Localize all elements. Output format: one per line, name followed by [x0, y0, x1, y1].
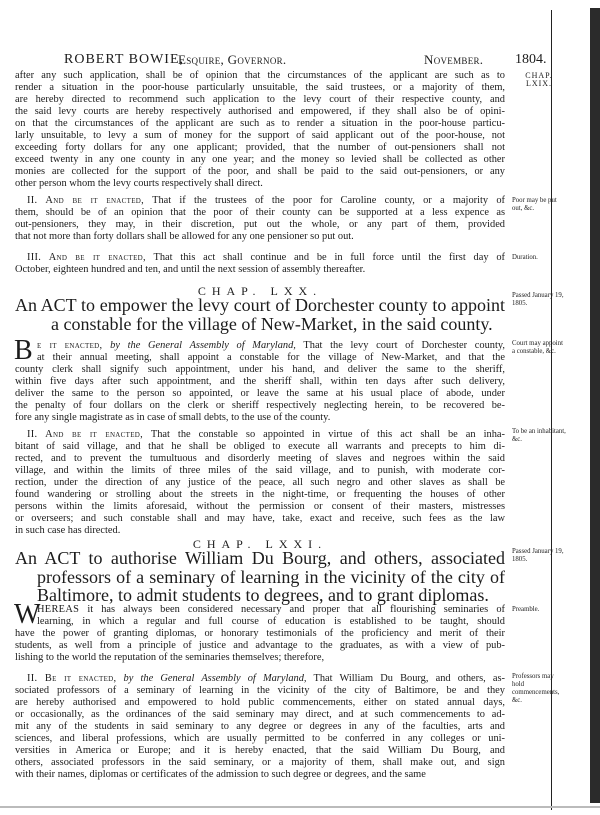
- chap70-heading: CHAP. LXX.: [197, 284, 323, 298]
- text-line: on that the circumstances of the applicant are such as to render a situation in the poor-house particu-: [15, 118, 505, 129]
- running-head-month: November.: [424, 52, 484, 67]
- enacting-clause: II. Be it enacted,: [27, 673, 117, 684]
- chap70-title: [15, 296, 505, 333]
- text-line: that not more than forty dollars shall be allowed for any one pensioner so put out.: [15, 231, 354, 242]
- text-line: have the power of granting diplomas, or honorary testimonials of the proficiency and merit of their: [15, 628, 505, 639]
- text-line: students, as well from a principle of justice and advantage to the graduates, as with a view of pub-: [15, 640, 505, 651]
- italic-phrase: by the General Assembly of Maryland,: [102, 340, 296, 351]
- text-run: That the constable so appointed in virtue of this act shall be an inha-: [143, 429, 505, 440]
- text-line: the penalty of four dollars on the clerk or sheriff respectively neglecting herein, to be recovered be-: [15, 400, 505, 411]
- text-line: other person whom the levy courts respectively shall direct.: [15, 178, 263, 189]
- running-head-year: 1804.: [515, 52, 547, 67]
- italic-phrase: by the General Assembly of Maryland,: [116, 673, 307, 684]
- text-line: [15, 673, 505, 685]
- text-line: bitant of said village, and that he shall be obliged to execute all warrants and precepts to him di-: [15, 441, 505, 452]
- text-run: That William Du Bourg, and others, as-: [306, 673, 505, 684]
- margin-note-inhabitant: To be an inhabitant, &c.: [512, 428, 566, 443]
- text-line: October, eighteen hundred and ten, and until the next session of assembly thereafter.: [15, 264, 366, 275]
- scan-dark-edge: [590, 8, 600, 803]
- text-line: deliver the same to the person so appointed, or leave the same at his usual place of abode, under: [15, 388, 505, 399]
- text-line: larly unsuitable, to levy a sum of money for the support of said applicant out of the poor-house, not: [15, 130, 505, 141]
- text-line: rection, under the direction of any justice of the peace, all such negro and other slaves as shall be: [15, 477, 505, 488]
- enacting-clause: HEREAS: [37, 604, 80, 615]
- chap69-paragraph-1: [15, 70, 505, 190]
- chap71-preamble: [14, 599, 505, 664]
- running-head-name: ROBERT BOWIE,: [64, 52, 185, 67]
- text-line: sciences, and liberal professions, which are usually permitted to be conferred in any colleges or uni-: [15, 733, 505, 744]
- text-line: rected, and to prevent the tumultuous and disorderly meeting of slaves and negroes within the said: [15, 453, 505, 464]
- title-line: Baltimore, to admit students to degrees, and to grant diplomas.: [37, 585, 489, 605]
- text-line: render a situation in the poor-house particularly unsuitable, the said trustees, or a majority of them,: [15, 82, 505, 93]
- text-line: or overseers; and such constable shall and may have, take, exact and receive, such fees as the law: [15, 513, 505, 524]
- text-line: after any such application, shall be of opinion that the circumstances of the applicant are such as to: [15, 70, 505, 81]
- text-line: found wandering or strolling about the streets in the night-time, or frequenting the houses of other: [15, 489, 505, 500]
- drop-cap: W: [14, 599, 41, 630]
- enacting-clause: III. And be it enacted,: [27, 252, 146, 263]
- text-line: versities in America or Europe; and it is hereby enacted, that the said William Du Bourg, and: [15, 745, 505, 756]
- text-line: [15, 252, 505, 264]
- text-line: learning, in which a regular and full course of education is established to be taught, should: [37, 616, 505, 627]
- running-head-title: Esquire, Governor.: [178, 52, 287, 67]
- text-run: That the levy court of Dorchester county,: [295, 340, 505, 351]
- text-line: fore any single magistrate as in case of small debts, to the use of the county.: [15, 412, 331, 423]
- margin-note-chap70-passed: Passed January 19, 1805.: [512, 292, 564, 307]
- enacting-clause: II. And be it enacted,: [27, 195, 145, 206]
- text-line: sociated professors of a seminary of learning in the vicinity of the city of Baltimore, be and they: [15, 685, 505, 696]
- text-line: exceed twenty in any one county in any one year; and the money so levied shall be collected as other: [15, 154, 505, 165]
- title-line: professors of a seminary of learning in the vicinity of the city of: [37, 566, 505, 587]
- text-line: or occasionally, as the ordinances of the said seminary may direct, and at such commencements to ad-: [15, 709, 505, 720]
- text-line: are hereby authorised and empowered to hold public commencements, either on stated annual days,: [15, 697, 505, 708]
- text-line: them, should be of an opinion that the poor of their county can be supported at a less expence as: [15, 207, 505, 218]
- chap70-section-1: [14, 335, 505, 424]
- margin-note-poor-put-out: Poor may be put out, &c.: [512, 197, 557, 212]
- text-line: within five days after such appointment, and the sheriff shall, within ten days after such delivery,: [15, 376, 505, 387]
- margin-note-chap71-passed: Passed January 19, 1805.: [512, 548, 564, 563]
- chap69-section-2: [15, 195, 505, 243]
- text-line: [15, 195, 505, 207]
- chap71-section-2: [15, 673, 505, 781]
- text-line: exceeding forty dollars for any one applicant; provided, that the number of out-pensioners shall not: [15, 142, 505, 153]
- chap71-heading: CHAP. LXXI.: [192, 537, 328, 551]
- text-run: it has always been considered necessary and proper that all flourishing seminaries of: [79, 604, 505, 615]
- chap71-title: [15, 549, 505, 605]
- text-line: are hereby directed to recommend such application to the levy court of their respective county, and: [15, 94, 505, 105]
- margin-chapter-label: CHAP. LXIX.: [525, 71, 553, 88]
- text-line: [15, 604, 505, 616]
- text-line: village, and within the limits of three miles of the said village, and to punish, with moderate cor-: [15, 465, 505, 476]
- drop-cap: B: [14, 335, 33, 366]
- text-run: That this act shall continue and be in full force until the first day of: [145, 252, 505, 263]
- scan-bottom-edge: [0, 806, 600, 808]
- text-line: in such case has directed.: [15, 525, 121, 536]
- text-line: others, associated professors in the said seminary, or a majority of them, shall make out, and sign: [15, 757, 505, 768]
- text-line: at their annual meeting, shall appoint a constable for the village of New-Market, and that the: [37, 352, 505, 363]
- text-line: mit any of the students in said seminary to any degree or degrees in any of the faculties, arts and: [15, 721, 505, 732]
- text-line: with their names, diplomas or certificates of the admission to such degree or degrees, and the same: [15, 769, 426, 780]
- text-line: persons within the limits aforesaid, without the permission or consent of their masters, mistresses: [15, 501, 505, 512]
- margin-note-preamble: Preamble.: [512, 606, 540, 613]
- text-line: county clerk shall signify such appointment, under his hand, and deliver the same to the sheriff,: [15, 364, 505, 375]
- title-line: An ACT to empower the levy court of Dorchester county to appoint: [15, 295, 505, 315]
- text-line: out-pensioners, they may, in their discretion, put out the whole, or any part of them, provided: [15, 219, 505, 230]
- text-run: That if the trustees of the poor for Caroline county, or a majority of: [144, 195, 505, 206]
- text-line: monies are collected for the support of the poor, and shall be paid to the said out-pensioners, or any: [15, 166, 505, 177]
- margin-note-professors: Professors may hold commencements, &c.: [512, 673, 560, 704]
- chap69-section-3: [15, 252, 505, 276]
- enacting-clause: II. And be it enacted,: [27, 429, 144, 440]
- text-line: lishing to the world the reputation of the seminaries themselves; therefore,: [15, 652, 325, 663]
- margin-note-duration: Duration.: [512, 254, 538, 261]
- enacting-clause: e it enacted,: [37, 340, 103, 351]
- text-line: [15, 340, 505, 352]
- text-line: the said levy courts are hereby respectively authorised and empowered, if they shall also be of opini-: [15, 106, 505, 117]
- margin-note-court-appoint: Court may appoint a constable, &c.: [512, 340, 563, 355]
- title-line: An ACT to authorise William Du Bourg, and others, associated: [15, 548, 505, 568]
- chap70-section-2: [15, 429, 505, 537]
- text-line: [15, 429, 505, 441]
- title-line: a constable for the village of New-Market, in the said county.: [51, 313, 493, 334]
